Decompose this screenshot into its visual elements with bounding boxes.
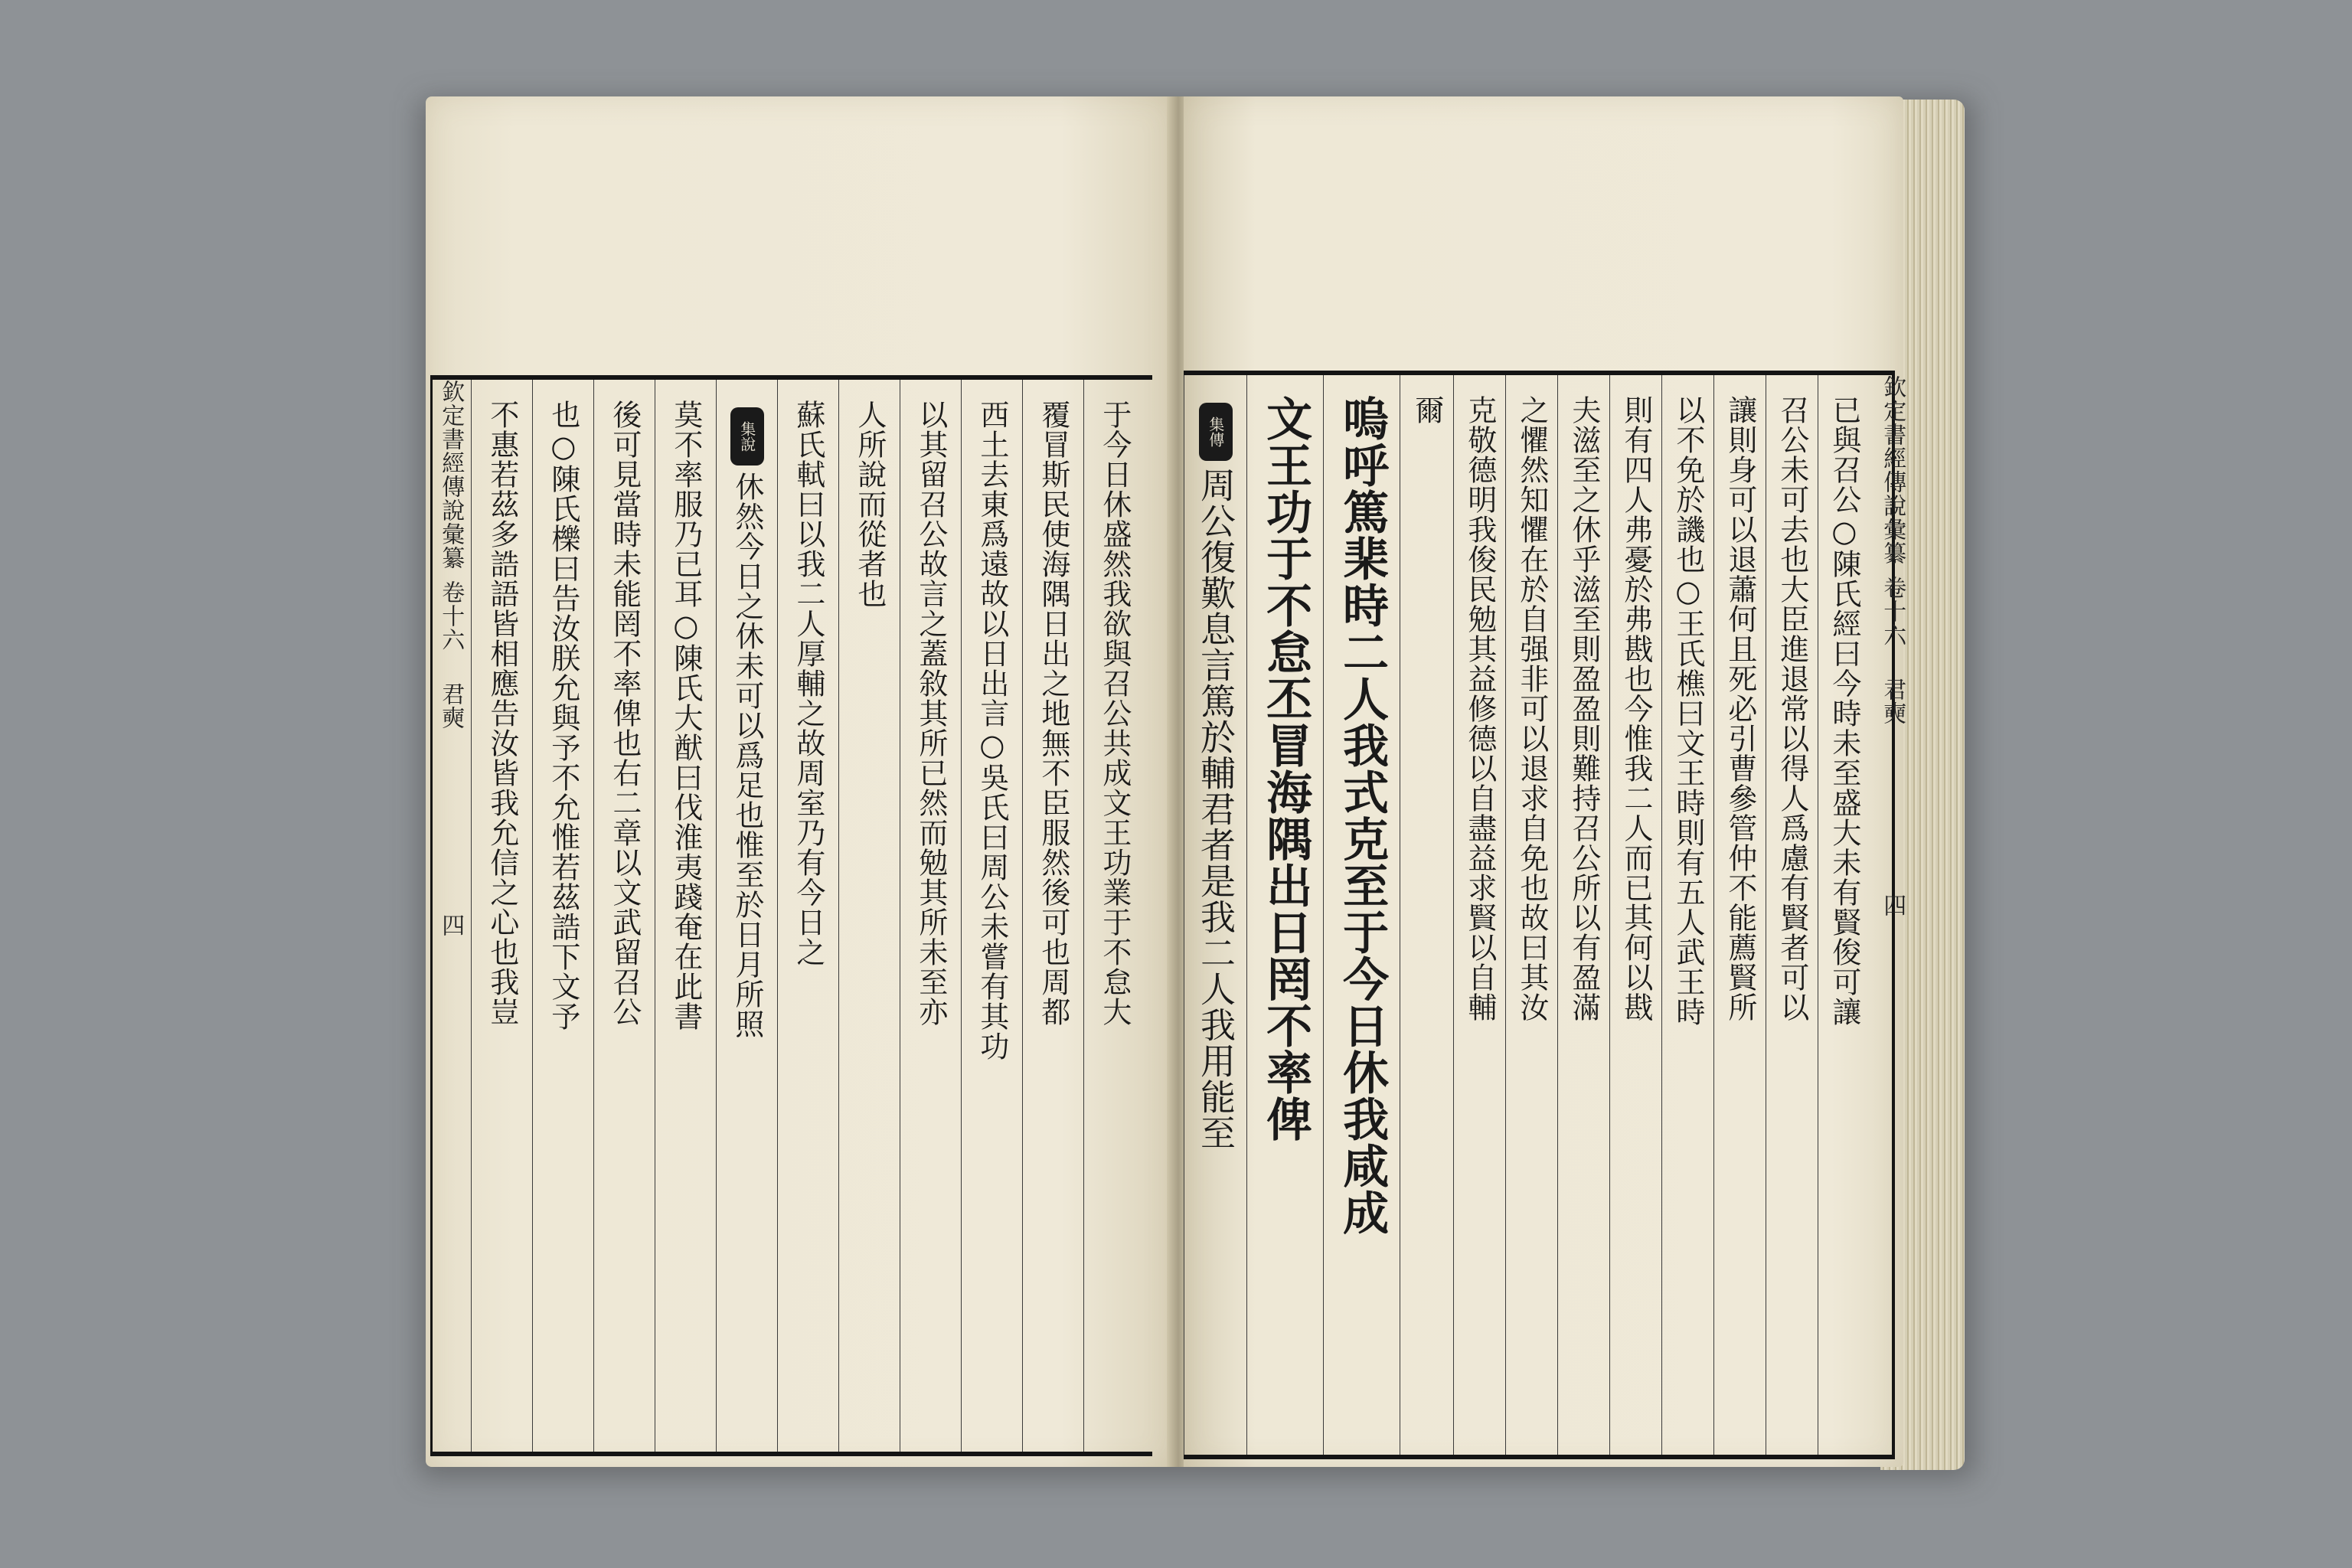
margin-volume: 卷十六 [1879, 576, 1906, 647]
column-text: 人所說而從者也 [852, 400, 887, 609]
text-column [1505, 375, 1557, 1455]
margin-volume: 卷十六 [437, 580, 465, 652]
column-text: 西土去東爲遠故以日出言○吳氏曰周公未嘗有其功 [975, 400, 1009, 1061]
text-column [1246, 375, 1323, 1455]
text-column [1022, 380, 1083, 1452]
left-margin-label [431, 380, 469, 1452]
margin-section: 君奭 [1879, 678, 1906, 725]
text-column [1818, 375, 1870, 1455]
right-page [1184, 96, 1906, 1467]
column-text: 莫不率服乃已耳○陳氏大猷曰伐淮夷踐奄在此書 [668, 400, 703, 1031]
column-text: 爾 [1410, 395, 1444, 425]
margin-page: 四 [1879, 893, 1906, 917]
column-text: 後可見當時未能罔不率俾也右二章以文武留召公 [607, 400, 642, 1027]
text-column [655, 380, 716, 1452]
column-text: 覆冒斯民使海隅日出之地無不臣服然後可也周都 [1036, 400, 1070, 1027]
column-text: 也○陳氏櫟曰告汝朕允與予不允惟若茲誥下文予 [546, 400, 580, 1031]
text-column [532, 380, 593, 1452]
text-column [1661, 375, 1713, 1455]
open-book [426, 89, 1962, 1475]
text-column [1083, 380, 1145, 1452]
text-column [1713, 375, 1766, 1455]
margin-title: 欽定書經傳說彙纂 [437, 380, 465, 570]
text-column [1557, 375, 1609, 1455]
text-column [1609, 375, 1661, 1455]
column-text: 以不免於譏也○王氏樵曰文王時則有五人武王時 [1671, 395, 1705, 1027]
column-text: 文王功于不怠丕冒海隅出日罔不率俾 [1259, 395, 1313, 1142]
column-text: 以其留召公故言之蓋敘其所已然而勉其所未至亦 [913, 400, 948, 1027]
margin-section: 君奭 [437, 682, 465, 730]
commentary-seal: 集傳 [1199, 403, 1233, 461]
right-text-frame [1184, 371, 1906, 1459]
text-column [777, 380, 838, 1452]
text-column [471, 380, 532, 1452]
column-text: 蘇氏軾曰以我二人厚輔之故周室乃有今日之 [791, 400, 825, 967]
text-column [961, 380, 1022, 1452]
text-column [1453, 375, 1505, 1455]
column-text: 讓則身可以退蕭何且死必引曹參管仲不能薦賢所 [1723, 395, 1757, 1022]
column-text: 不惠若茲多誥語皆相應告汝皆我允信之心也我豈 [485, 400, 519, 1027]
column-text: 周公復歎息言篤於輔君者是我二人我用能至 [1194, 467, 1236, 1151]
column-text: 克敬德明我俊民勉其益修德以自盡益求賢以自輔 [1462, 395, 1497, 1022]
commentary-seal: 集說 [730, 407, 764, 466]
text-column [1766, 375, 1818, 1455]
column-text: 休然今日之休未可以爲足也惟至於日月所照 [730, 472, 764, 1039]
column-text: 則有四人弗憂於弗戡也今惟我二人而已其何以戡 [1619, 395, 1653, 1022]
left-text-frame [430, 375, 1152, 1456]
column-text: 之懼然知懼在於自强非可以退求自免也故曰其汝 [1514, 395, 1549, 1022]
left-page [426, 96, 1173, 1467]
column-text: 已與召公○陳氏經曰今時未至盛大未有賢俊可讓 [1827, 395, 1861, 1027]
text-column [593, 380, 655, 1452]
text-column [716, 380, 777, 1452]
text-column [1400, 375, 1453, 1455]
column-text: 于今日休盛然我欲與召公共成文王功業于不怠大 [1097, 400, 1132, 1027]
right-margin-label [1873, 375, 1911, 1455]
text-column [1323, 375, 1400, 1455]
column-text: 召公未可去也大臣進退常以得人爲慮有賢者可以 [1775, 395, 1809, 1022]
text-column [838, 380, 900, 1452]
margin-page: 四 [437, 913, 465, 937]
margin-title: 欽定書經傳說彙纂 [1879, 375, 1906, 565]
column-text: 嗚呼篤棐時二人我式克至于今日休我咸成 [1335, 395, 1390, 1236]
text-column [900, 380, 961, 1452]
text-column [1184, 375, 1246, 1455]
column-text: 夫滋至之休乎滋至則盈盈則難持召公所以有盈滿 [1566, 395, 1601, 1022]
